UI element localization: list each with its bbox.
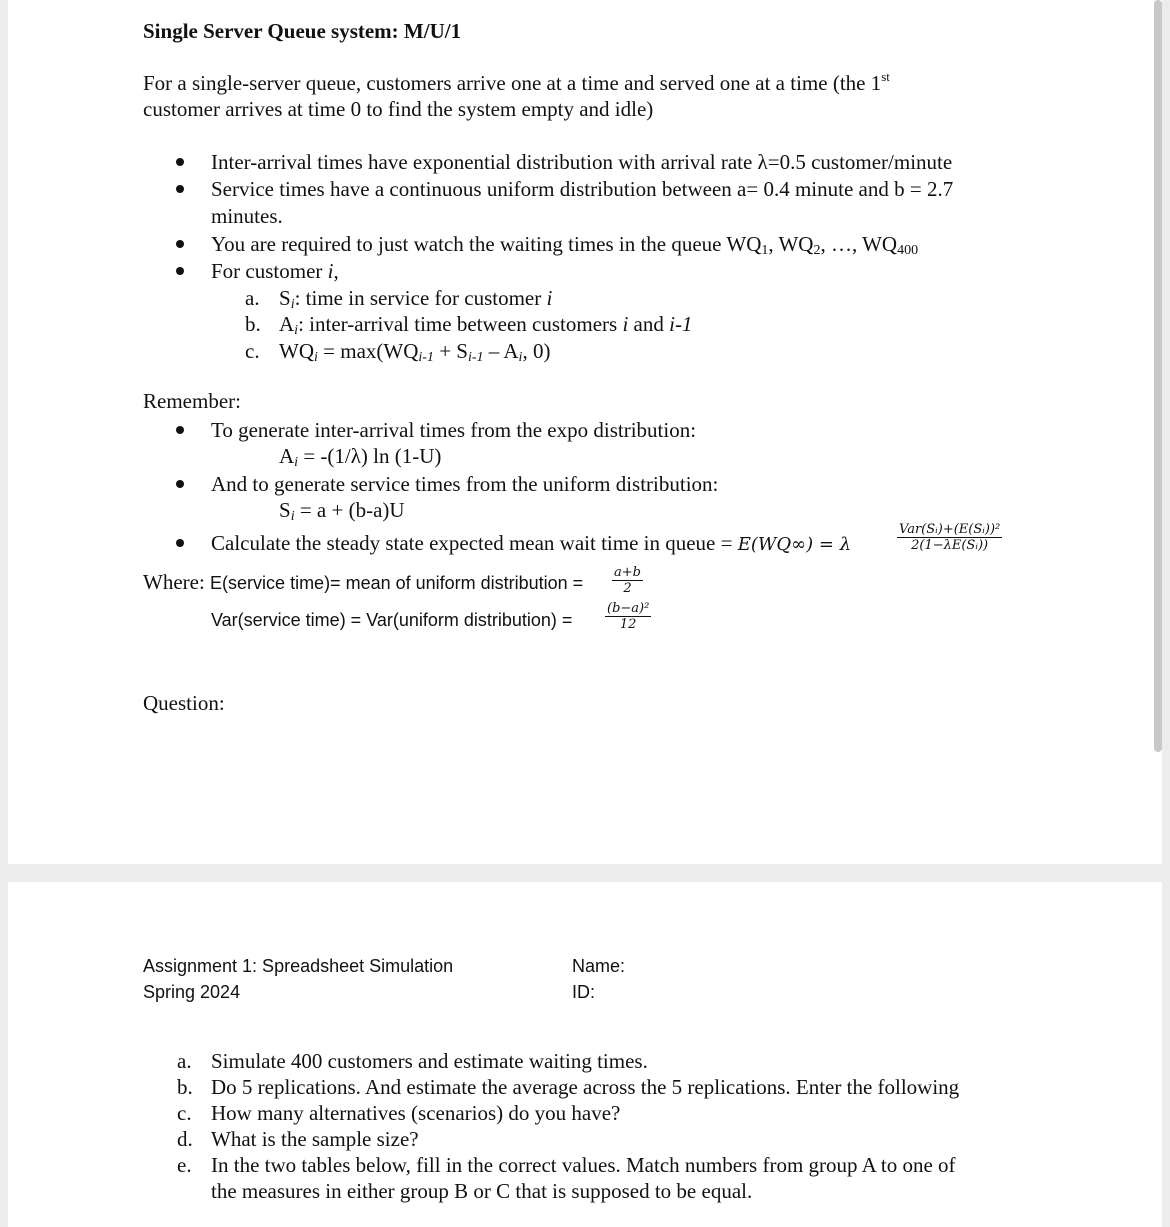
question-d: What is the sample size?	[211, 1127, 419, 1151]
remember-heading: Remember:	[143, 389, 241, 413]
bullet-service-line1: Service times have a continuous uniform distribution between a= 0.4 minute and b = 2.7	[211, 177, 954, 201]
bullet-icon	[176, 158, 184, 166]
lindley-recursion: $WQ_i = \max(WQ_{i-1} + S_{i-1} - A_i$, 0)	[279, 339, 551, 365]
semester: Spring 2024	[143, 982, 241, 1002]
question-e-line2: the measures in either group B or C that is supposed to be equal.	[211, 1179, 753, 1203]
list-marker: b.	[177, 1075, 193, 1099]
intro-line-1: For a single-server queue, customers arrive one at a time and served one at a time (the 1st	[143, 69, 890, 95]
assignment-title: Assignment 1: Spreadsheet Simulation	[143, 956, 454, 976]
question-c: How many alternatives (scenarios) do you have?	[211, 1101, 621, 1125]
mean-fraction: $\frac{a+b}{2}$	[614, 565, 641, 596]
remember-uniform: And to generate service times from the uniform distribution:	[211, 472, 719, 496]
question-b: Do 5 replications. And estimate the average across the 5 replications. Enter the following	[211, 1075, 960, 1099]
question-e: In the two tables below, fill in the correct values. Match numbers from group A to one of	[211, 1153, 956, 1177]
remember-expo: To generate inter-arrival times from the expo distribution:	[211, 418, 697, 442]
bullet-arrival: Inter-arrival times have exponential distribution with arrival rate λ=0.5 customer/minute	[211, 150, 953, 174]
bullet-icon	[176, 185, 184, 193]
bullet-service-line2: minutes.	[211, 204, 283, 228]
question-heading: Question:	[143, 691, 225, 715]
list-marker: b.	[245, 312, 261, 336]
page-title: Single Server Queue system: M/U/1	[143, 19, 462, 43]
variance-fraction: $\frac{\text{(b−a)²}}{12}$	[607, 601, 650, 632]
list-marker: a.	[245, 286, 260, 310]
list-marker: d.	[177, 1127, 193, 1151]
definition-service-time: $S_i$: time in service for customer i	[279, 286, 553, 312]
bullet-icon	[176, 267, 184, 275]
bullet-icon	[176, 539, 184, 547]
list-marker: c.	[177, 1101, 192, 1125]
question-a: Simulate 400 customers and estimate waiting times.	[211, 1049, 648, 1073]
id-label: ID:	[572, 982, 596, 1002]
list-marker: e.	[177, 1153, 192, 1177]
variance-line: Var(service time) = Var(uniform distribution) =	[211, 610, 573, 630]
expo-formula: $A_i = -(1/\lambda)$ ln (1-U)	[279, 444, 442, 470]
bullet-icon	[176, 426, 184, 434]
remember-steady-state: Calculate the steady state expected mean wait time in queue = E(WQ∞) = λ	[211, 531, 852, 555]
pk-formula-fraction: Var(Sᵢ)+(E(Sᵢ))² 2(1−λE(Sᵢ))	[899, 522, 1001, 553]
intro-line-2: customer arrives at time 0 to find the system empty and idle)	[143, 97, 654, 121]
definition-interarrival: $A_i$: inter-arrival time between customers i and i-1	[279, 312, 693, 338]
bullet-waiting-times: You are required to just watch the waiting times in the queue $WQ_1$, $WQ_2$, …, $WQ_{400}$	[211, 232, 919, 258]
uniform-formula: $S_i = a + (b-a)U$	[279, 498, 405, 524]
name-label: Name:	[572, 956, 626, 976]
where-line: Where: E(service time)= mean of uniform distribution =	[143, 570, 584, 594]
scrollbar[interactable]	[1154, 0, 1162, 752]
list-marker: c.	[245, 339, 260, 363]
bullet-icon	[176, 480, 184, 488]
bullet-customer-i: For customer i,	[211, 259, 339, 283]
bullet-icon	[176, 240, 184, 248]
list-marker: a.	[177, 1049, 192, 1073]
